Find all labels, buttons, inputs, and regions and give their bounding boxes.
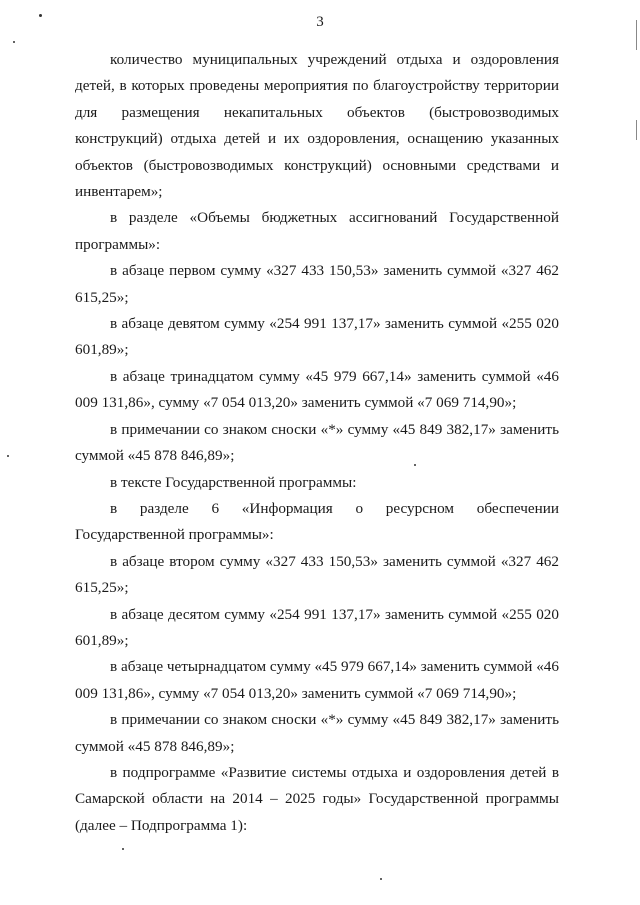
scan-speck [122, 848, 124, 850]
paragraph-subprogram: в подпрограмме «Развитие системы отдыха и оздоровления детей в Самарской области на 2014 – 2025 годы» Государственной программы (далее – Подпрограмма 1): [75, 763, 559, 834]
paragraph-continuation-first-line: количество муниципальных учреждений отдыха и оздоровления [110, 51, 559, 68]
paragraph-budget-section: в разделе «Объемы бюджетных ассигнований Государственной программы»: [75, 209, 559, 253]
scan-speck [39, 14, 42, 17]
paragraph-footnote-note: в примечании со знаком сноски «*» сумму «45 849 382,17» заменить суммой «45 878 846,89»; [75, 420, 559, 465]
paragraph-program-text: в тексте Государственной программы: [110, 473, 357, 491]
scan-edge-mark [636, 20, 637, 50]
paragraph-first-abzac: в абзаце первом сумму «327 433 150,53» заменить суммой «327 462 615,25»; [75, 262, 559, 306]
paragraph-ninth-abzac: в абзаце девятом сумму «254 991 137,17» заменить суммой «255 020 601,89»; [75, 315, 559, 359]
document-body [75, 47, 559, 839]
scan-speck [380, 878, 382, 880]
paragraph-tenth-abzac: в абзаце десятом сумму «254 991 137,17» заменить суммой «255 020 601,89»; [75, 605, 559, 649]
page-number: 3 [316, 14, 324, 30]
scan-speck [414, 464, 416, 466]
paragraph-second-abzac: в абзаце втором сумму «327 433 150,53» заменить суммой «327 462 615,25»; [75, 552, 559, 597]
scan-speck [13, 41, 15, 43]
scan-edge-mark [636, 120, 637, 140]
paragraph-fourteenth-abzac: в абзаце четырнадцатом сумму «45 979 667,14» заменить суммой «46 009 131,86», сумму «7 054 013,20» заменить суммой «7 069 714,90»; [75, 658, 559, 702]
paragraph-section-6: в разделе 6 «Информация о ресурсном обеспечении Государственной программы»: [75, 499, 559, 544]
scan-speck [7, 455, 9, 457]
paragraph-continuation: детей, в которых проведены мероприятия по благоустройству территории для размещения некапитальных объектов (быстровозводимых конструкций) отдыха детей и их оздоровления, оснащению указанных объектов (быстровозводимых конструкций) основными средствами и инвентарем»; [75, 77, 559, 201]
paragraph-footnote-note-2: в примечании со знаком сноски «*» сумму «45 849 382,17» заменить суммой «45 878 846,89»; [75, 711, 559, 755]
paragraph-thirteenth-abzac: в абзаце тринадцатом сумму «45 979 667,14» заменить суммой «46 009 131,86», сумму «7 054 013,20» заменить суммой «7 069 714,90»; [75, 367, 559, 412]
